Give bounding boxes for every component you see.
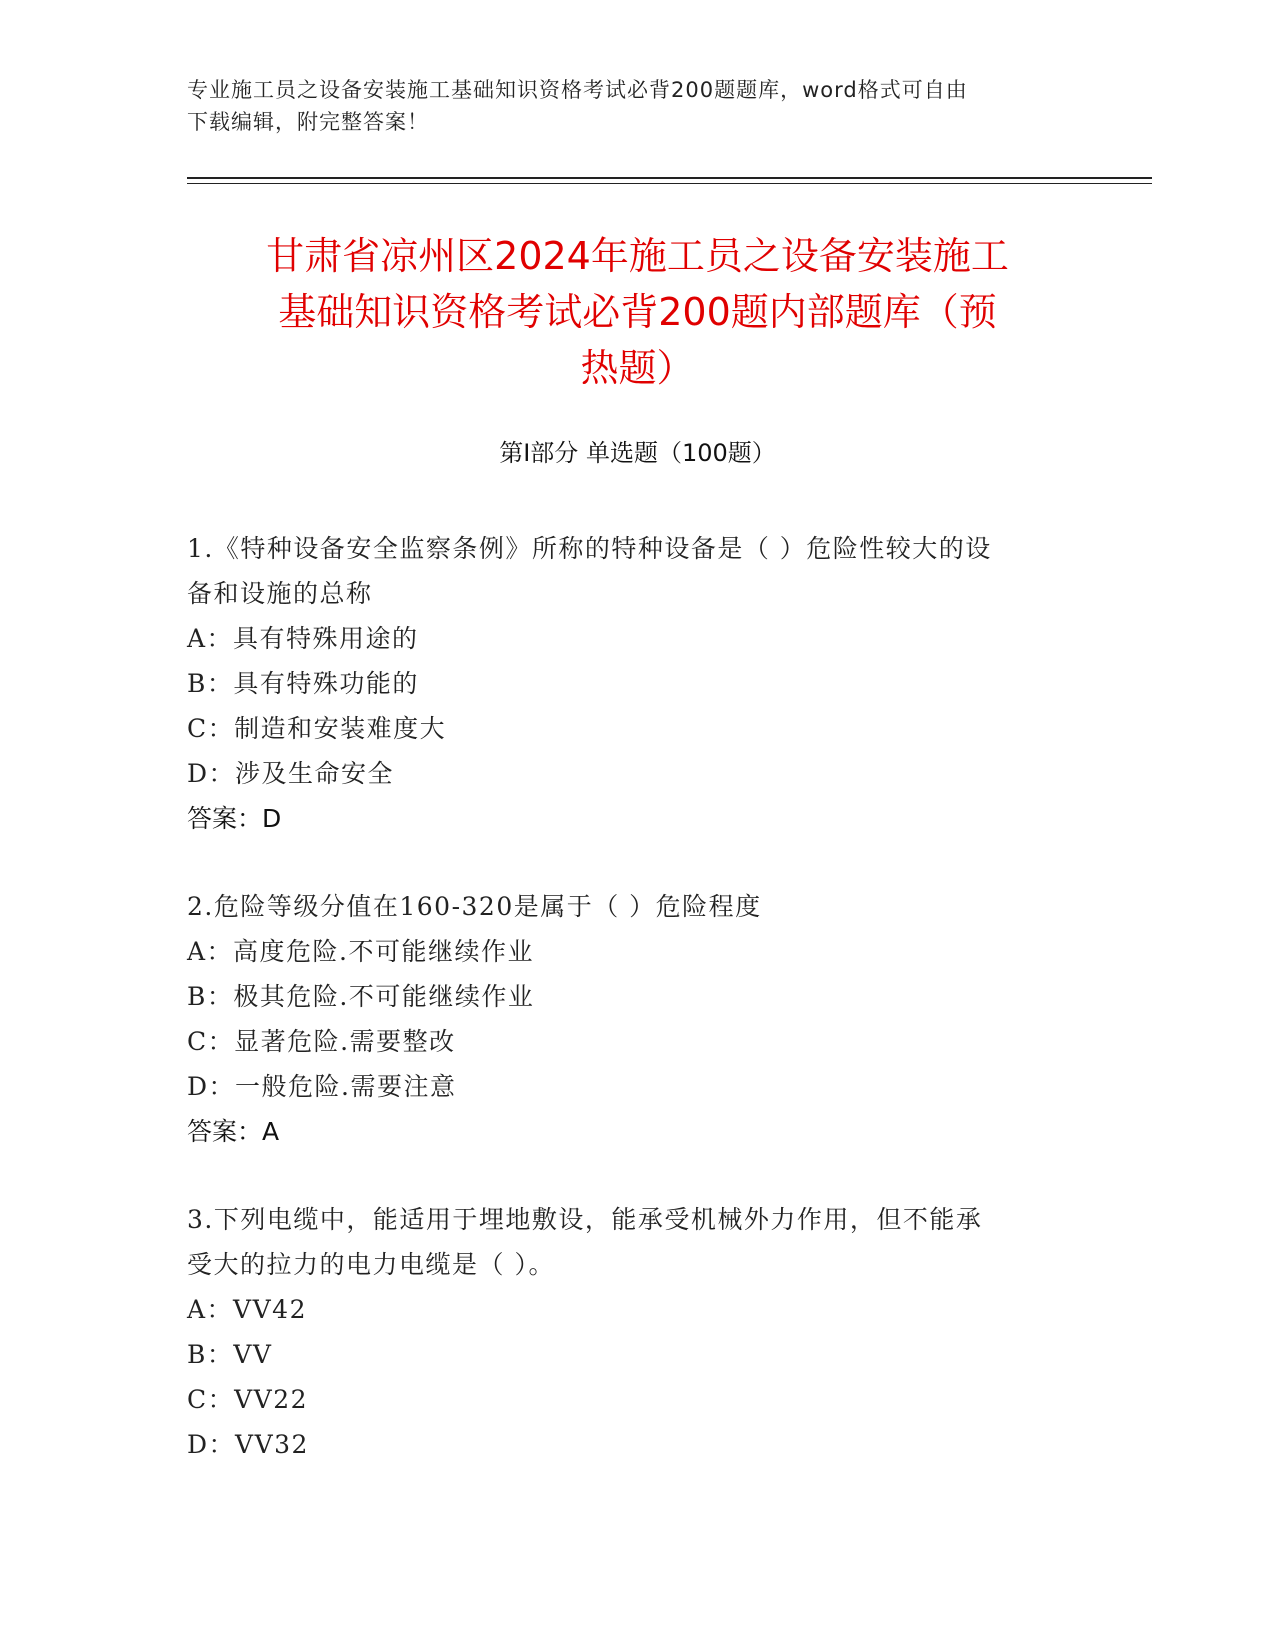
option-a: A：高度危险.不可能继续作业 xyxy=(187,937,535,966)
question-list xyxy=(187,526,1087,1510)
header-note xyxy=(187,74,1087,138)
option-d: D：一般危险.需要注意 xyxy=(187,1072,457,1101)
option-a: A：具有特殊用途的 xyxy=(187,624,419,653)
header-note-line-1: 专业施工员之设备安装施工基础知识资格考试必背200题题库，word格式可自由 xyxy=(187,78,968,102)
document-title-line-2: 基础知识资格考试必背200题内部题库（预 xyxy=(278,290,997,334)
section-title: 第I部分 单选题（100题） xyxy=(499,439,776,467)
document-title-line-1: 甘肃省凉州区2024年施工员之设备安装施工 xyxy=(266,234,1009,278)
document-title-line-3: 热题） xyxy=(580,346,695,390)
option-c: C：制造和安装难度大 xyxy=(187,714,447,743)
answer-label: 答案：A xyxy=(187,1117,280,1146)
question-1 xyxy=(187,526,1087,841)
option-c: C：VV22 xyxy=(187,1385,309,1414)
option-c: C：显著危险.需要整改 xyxy=(187,1027,456,1056)
question-stem: 1.《特种设备安全监察条例》所称的特种设备是（ ）危险性较大的设 xyxy=(187,534,992,563)
answer-label: 答案：D xyxy=(187,804,282,833)
option-b: B：极其危险.不可能继续作业 xyxy=(187,982,535,1011)
question-stem: 3.下列电缆中，能适用于埋地敷设，能承受机械外力作用，但不能承 xyxy=(187,1205,983,1234)
header-divider-thin xyxy=(187,183,1152,184)
option-b: B：VV xyxy=(187,1340,273,1369)
option-d: D：涉及生命安全 xyxy=(187,759,395,788)
question-stem-continued: 受大的拉力的电力电缆是（ ）。 xyxy=(187,1250,555,1279)
question-stem: 2.危险等级分值在160-320是属于（ ）危险程度 xyxy=(187,892,762,921)
option-d: D：VV32 xyxy=(187,1430,309,1459)
option-a: A：VV42 xyxy=(187,1295,307,1324)
question-3 xyxy=(187,1197,1087,1467)
header-note-line-2: 下载编辑，附完整答案！ xyxy=(187,110,429,134)
question-2 xyxy=(187,884,1087,1154)
question-stem-continued: 备和设施的总称 xyxy=(187,579,373,608)
document-title xyxy=(170,228,1105,396)
header-divider-thick xyxy=(187,177,1152,179)
option-b: B：具有特殊功能的 xyxy=(187,669,419,698)
